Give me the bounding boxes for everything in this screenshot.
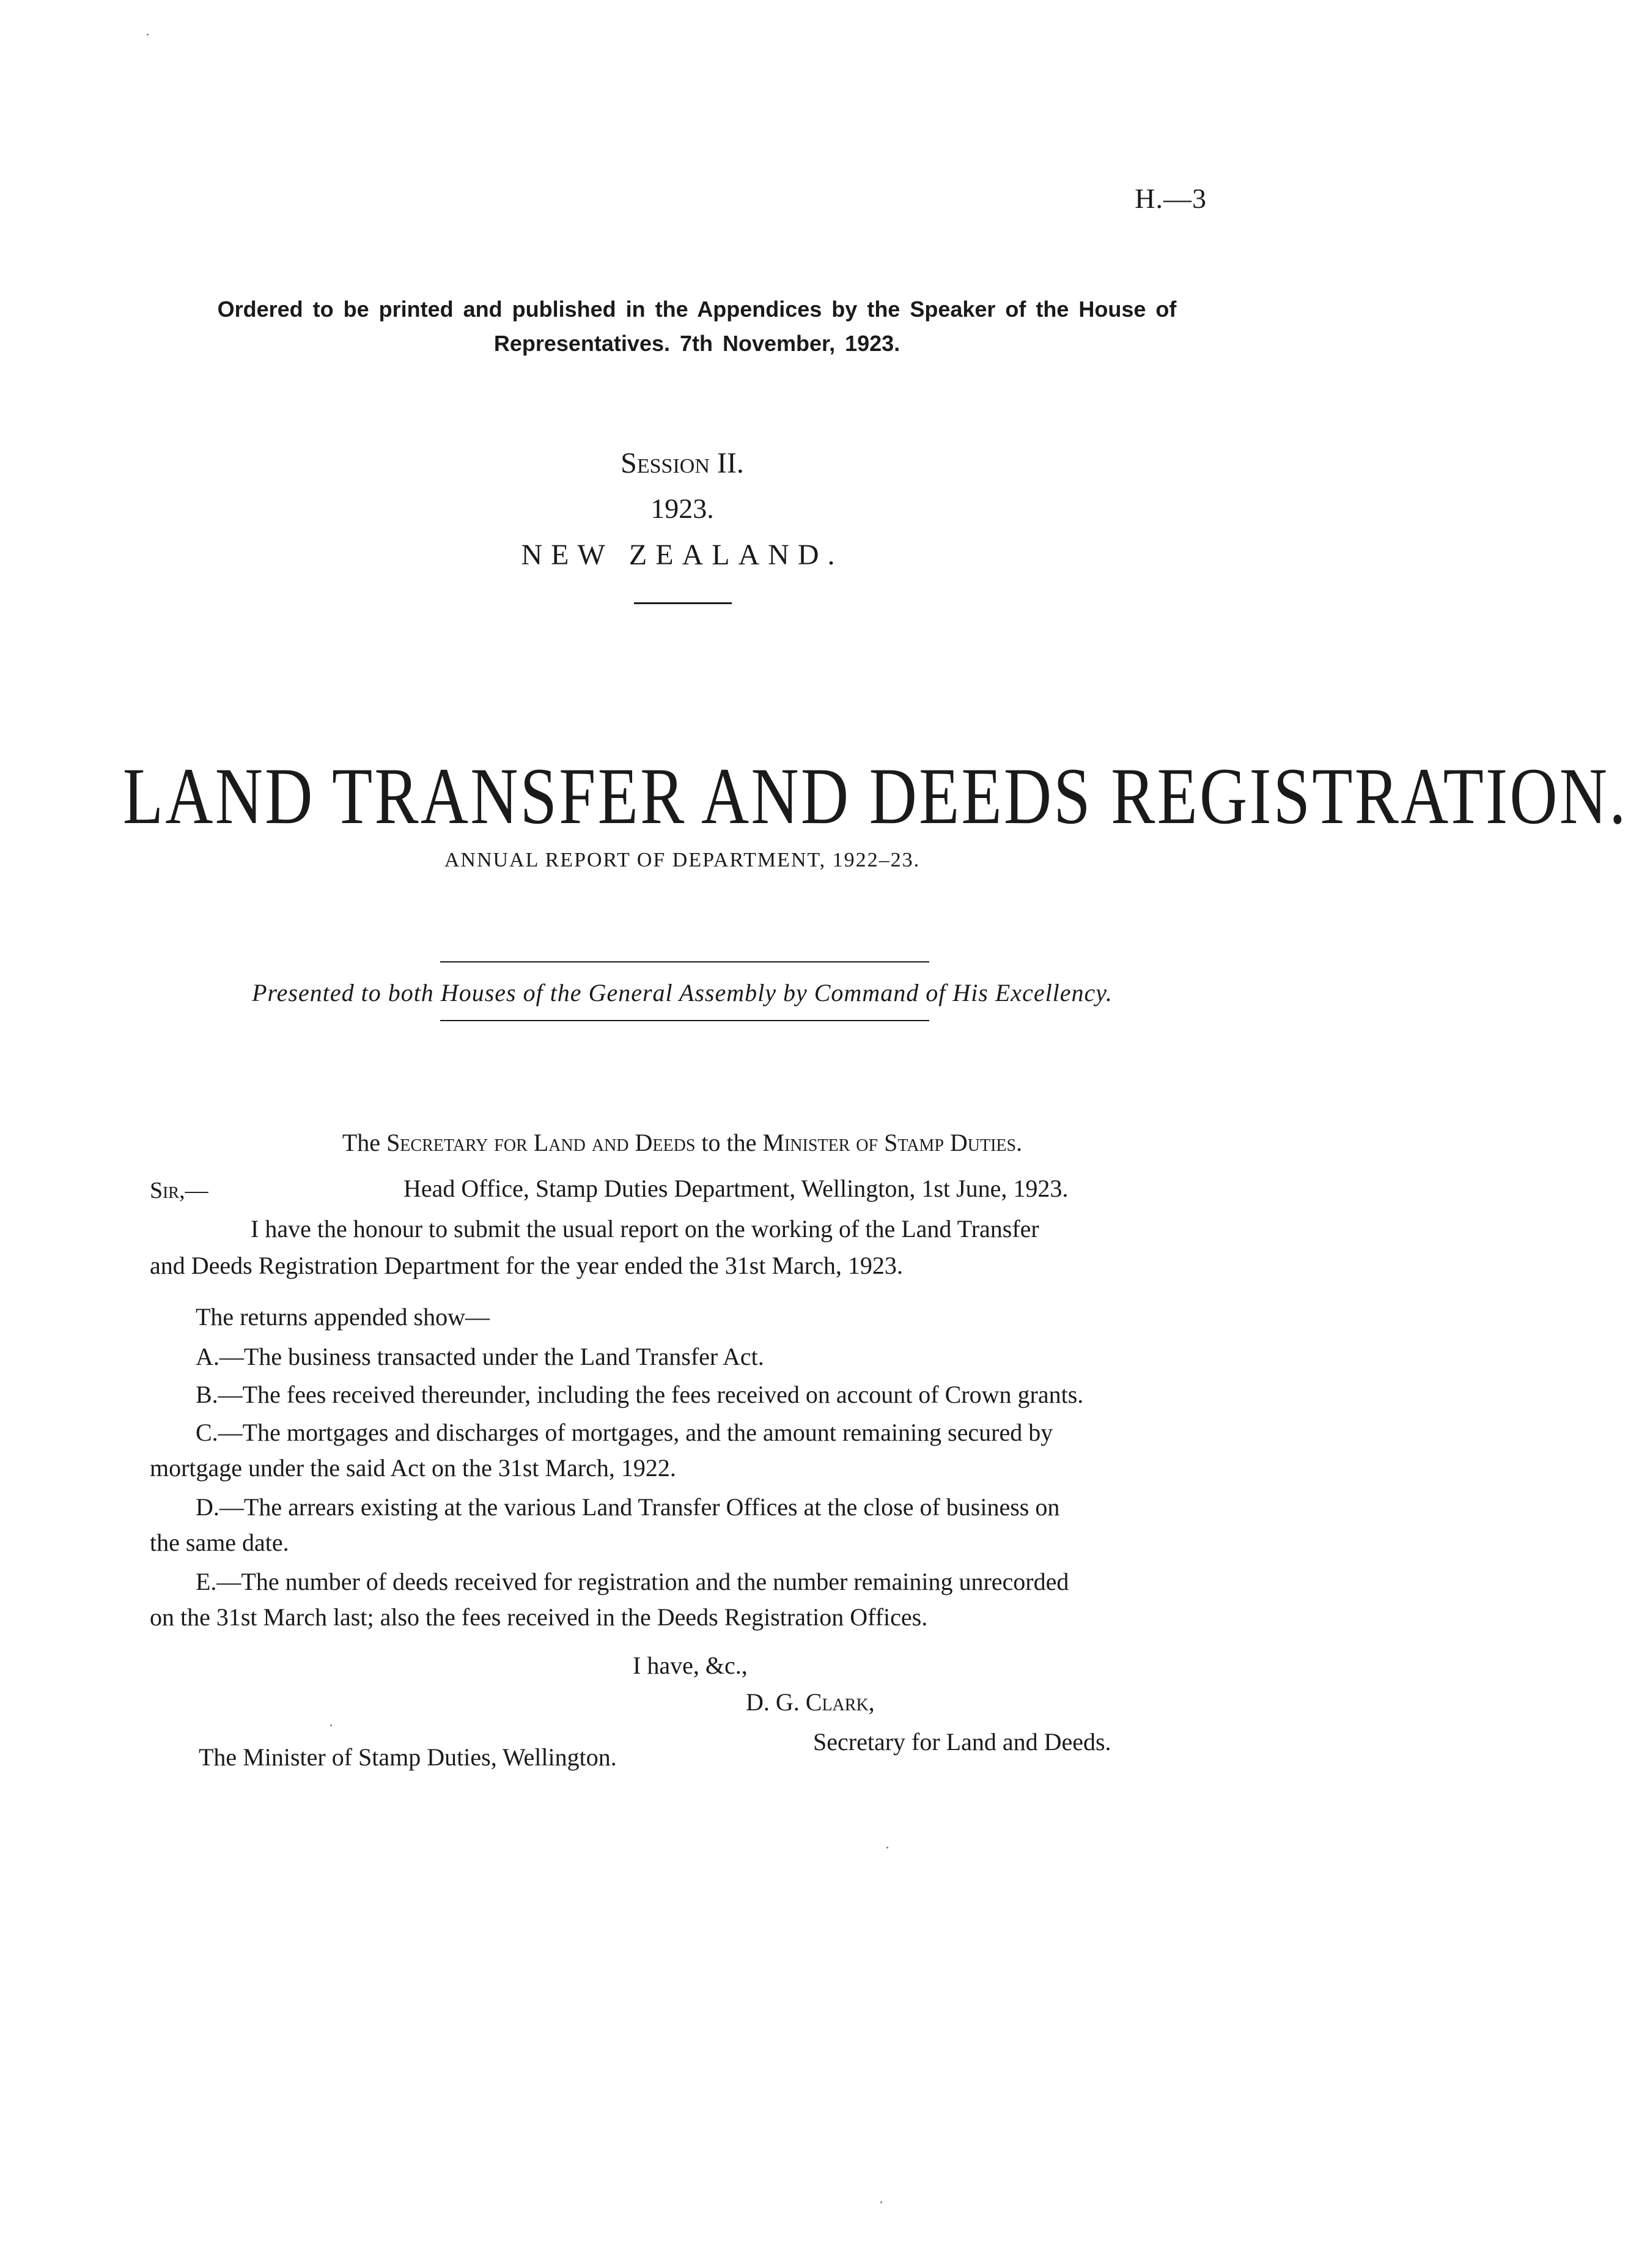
item-d-line-1: D.—The arrears existing at the various Land Transfer Offices at the close of business on xyxy=(196,1493,1060,1521)
paper-speck xyxy=(880,2201,882,2203)
main-title: LAND TRANSFER AND DEEDS REGISTRATION. xyxy=(122,751,1628,841)
presented-rule-top xyxy=(440,961,929,962)
session-label: Session xyxy=(621,447,710,479)
title-divider xyxy=(634,602,732,604)
signatory-name: D. G. Clark, xyxy=(746,1688,875,1716)
dateline: Head Office, Stamp Duties Department, Wellington, 1st June, 1923. xyxy=(403,1175,1069,1202)
return-item-c xyxy=(150,1415,1214,1486)
return-item-e xyxy=(150,1564,1214,1635)
paper-speck xyxy=(886,1847,888,1849)
addressee: The Minister of Stamp Duties, Wellington. xyxy=(199,1743,617,1771)
item-c-line-1: C.—The mortgages and discharges of mortgages, and the amount remaining secured by xyxy=(196,1419,1053,1446)
salutation: Sir,— xyxy=(150,1178,208,1203)
session-number: II. xyxy=(716,447,744,479)
paper-speck xyxy=(147,34,149,35)
address-to-word: to the xyxy=(701,1129,757,1156)
return-item-d xyxy=(150,1490,1214,1561)
order-notice-line-1: Ordered to be printed and published in the Appendices by the Speaker of the House of xyxy=(217,297,1177,322)
intro-line-2: and Deeds Registration Department for the year ended the 31st March, 1923. xyxy=(150,1252,903,1279)
return-item-b xyxy=(150,1377,1214,1413)
report-subtitle: ANNUAL REPORT OF DEPARTMENT, 1922–23. xyxy=(444,849,921,871)
paper-speck xyxy=(330,1724,332,1726)
closing: I have, &c., xyxy=(633,1652,748,1679)
address-the: The xyxy=(342,1129,381,1156)
item-c-line-2: mortgage under the said Act on the 31st March, 1922. xyxy=(150,1454,676,1482)
item-a-line-1: A.—The business transacted under the Land Transfer Act. xyxy=(196,1343,764,1370)
item-e-line-2: on the 31st March last; also the fees received in the Deeds Registration Offices. xyxy=(150,1603,928,1631)
session-year: 1923. xyxy=(650,493,714,524)
presented-rule-bottom xyxy=(440,1020,929,1021)
returns-intro: The returns appended show— xyxy=(196,1303,490,1331)
intro-paragraph xyxy=(150,1211,1214,1284)
session-line xyxy=(0,446,1365,480)
return-item-a xyxy=(150,1339,1214,1375)
intro-line-1: I have the honour to submit the usual report on the working of the Land Transfer xyxy=(251,1215,1039,1243)
presented-statement: Presented to both Houses of the General Assembly by Command of His Excellency. xyxy=(252,979,1113,1007)
letter-address-line xyxy=(0,1128,1365,1157)
order-notice-line-2: Representatives. 7th November, 1923. xyxy=(493,331,901,356)
order-notice xyxy=(177,292,1217,361)
document-number: H.—3 xyxy=(1135,183,1207,214)
item-e-line-1: E.—The number of deeds received for registration and the number remaining unrecorded xyxy=(196,1568,1069,1595)
country-name: NEW ZEALAND. xyxy=(521,539,844,571)
address-from: Secretary for Land and Deeds xyxy=(386,1129,696,1156)
item-d-line-2: the same date. xyxy=(150,1529,289,1556)
signatory-title: Secretary for Land and Deeds. xyxy=(813,1728,1111,1756)
address-to: Minister of Stamp Duties. xyxy=(762,1129,1023,1156)
item-b-line-1: B.—The fees received thereunder, including the fees received on account of Crown grants. xyxy=(196,1381,1084,1408)
